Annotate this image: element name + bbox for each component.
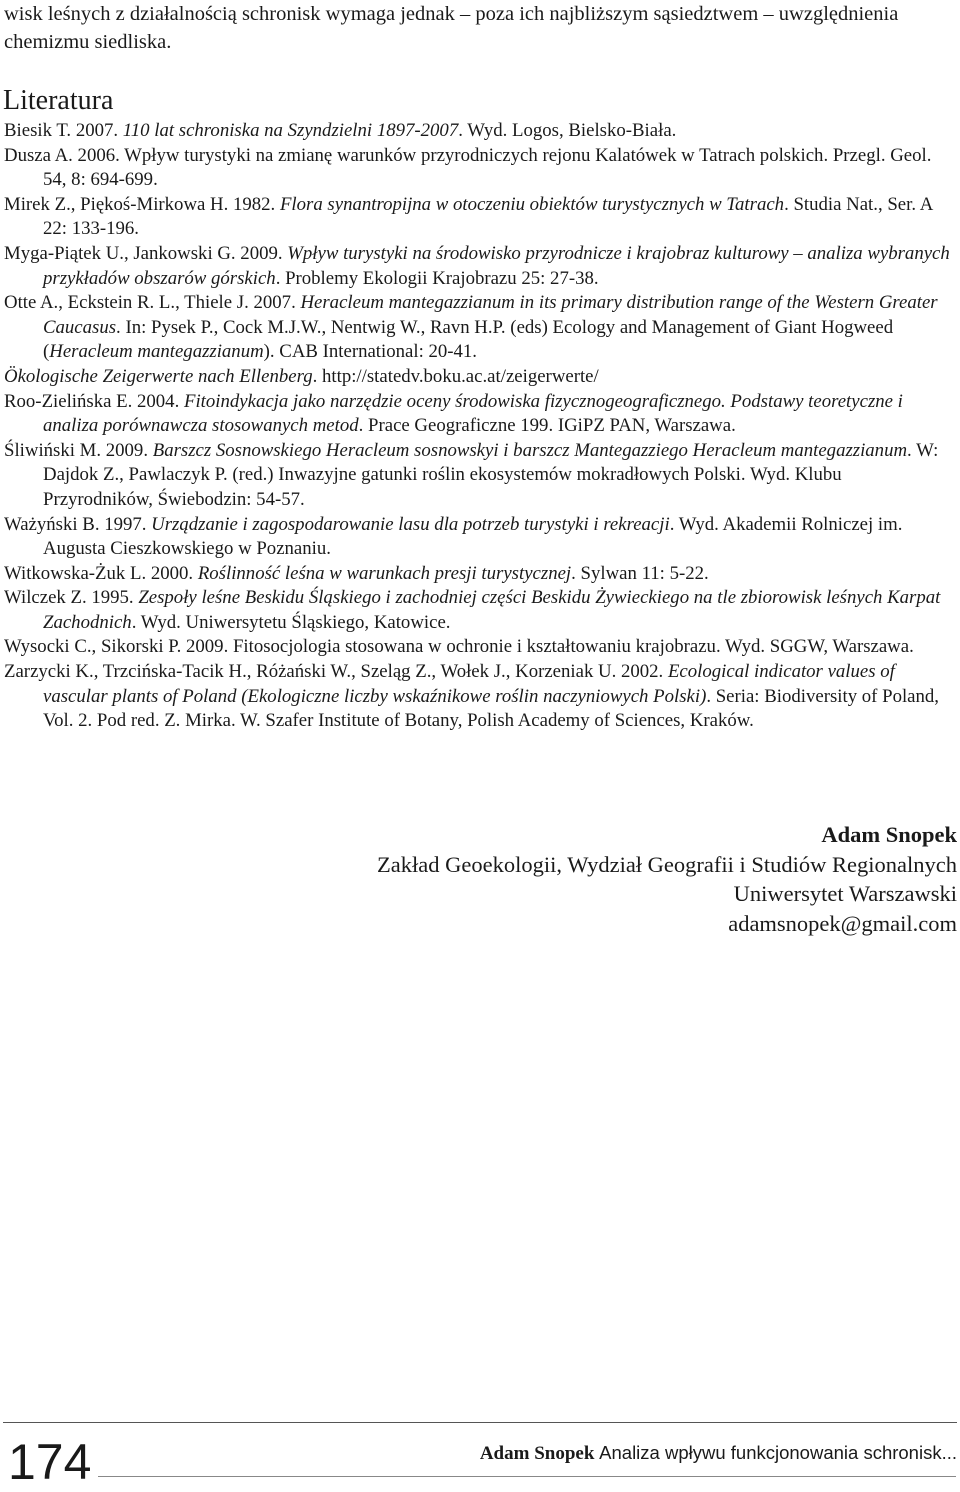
running-author: Adam Snopek: [479, 1443, 595, 1464]
footer-baseline: [98, 1476, 956, 1477]
page-number: 174: [8, 1434, 92, 1490]
intro-paragraph: wisk leśnych z działalnością schronisk wymaga jednak – poza ich najbliższym sąsiedztwem – uwzględnienia chemizmu siedliska.: [4, 3, 899, 53]
reference-item: Otte A., Eckstein R. L., Thiele J. 2007. Heracleum mantegazzianum in its primary distribution range of the Western Greater Caucasus. In: Pysek P., Cock M.J.W., Nentwig W., Ravn H.P. (eds) Ecology and Management of Giant Hogweed (Heracleum mantegazzianum). CAB International: 20-41.: [4, 292, 938, 363]
author-affiliation: Zakład Geoekologii, Wydział Geografii i Studiów Regionalnych: [377, 851, 957, 877]
reference-item: Wilczek Z. 1995. Zespoły leśne Beskidu Śląskiego i zachodniej części Beskidu Żywieckiego na tle zbiorowisk leśnych Karpat Zachodnich. Wyd. Uniwersytetu Śląskiego, Katowice.: [4, 587, 941, 633]
reference-item: Biesik T. 2007. 110 lat schroniska na Szyndzielni 1897-2007. Wyd. Logos, Bielsko-Biała.: [4, 120, 677, 141]
footer-rule: [3, 1422, 957, 1423]
reference-item: Wysocki C., Sikorski P. 2009. Fitosocjologia stosowana w ochronie i kształtowaniu krajobrazu. Wyd. SGGW, Warszawa.: [4, 636, 914, 658]
author-university: Uniwersytet Warszawski: [733, 881, 957, 906]
reference-item: Śliwiński M. 2009. Barszcz Sosnowskiego Heracleum sosnowskyi i barszcz Mantegazziego Heracleum mantegazzianum. W: Dajdok Z., Pawlaczyk P. (red.) Inwazyjne gatunki roślin ekosystemów mokradłowych Polski. Wyd. Klubu Przyrodników, Świebodzin: 54-57.: [4, 439, 939, 510]
reference-item: Roo-Zielińska E. 2004. Fitoindykacja jako narzędzie oceny środowiska fizycznogeograficznego. Podstawy teoretyczne i analiza porównawcza stosowanych metod. Prace Geograficzne 199. IGiPZ PAN, Warszawa.: [4, 390, 903, 437]
author-signature: [377, 820, 957, 938]
running-head: [480, 1441, 957, 1466]
reference-item: Ważyński B. 1997. Urządzanie i zagospodarowanie lasu dla potrzeb turystyki i rekreacji. Wyd. Akademii Rolniczej im. Augusta Cieszkowskiego w Poznaniu.: [4, 513, 903, 560]
reference-item: Mirek Z., Piękoś-Mirkowa H. 1982. Flora synantropijna w otoczeniu obiektów turystycznych w Tatrach. Studia Nat., Ser. A 22: 133-196.: [4, 193, 933, 240]
reference-item: Zarzycki K., Trzcińska-Tacik H., Różański W., Szeląg Z., Wołek J., Korzeniak U. 2002. Ecological indicator values of vascular plants of Poland (Ekologiczne liczby wskaźnikowe roślin naczyniowych Polski). Seria: Biodiversity of Poland, Vol. 2. Pod red. Z. Mirka. W. Szafer Institute of Botany, Polish Academy of Sciences, Kraków.: [4, 661, 939, 732]
section-heading: Literatura: [3, 85, 114, 116]
running-title: Analiza wpływu funkcjonowania schronisk...: [599, 1442, 957, 1463]
reference-list: [4, 119, 956, 734]
reference-item: Dusza A. 2006. Wpływ turystyki na zmianę warunków przyrodniczych rejonu Kalatówek w Tatrach polskich. Przegl. Geol. 54, 8: 694-699.: [4, 144, 932, 191]
author-name: Adam Snopek: [821, 822, 957, 847]
reference-item: Myga-Piątek U., Jankowski G. 2009. Wpływ turystyki na środowisko przyrodnicze i krajobraz kulturowy – analiza wybranych przykładów obszarów górskich. Problemy Ekologii Krajobrazu 25: 27-38.: [4, 242, 950, 289]
reference-item: Witkowska-Żuk L. 2000. Roślinność leśna w warunkach presji turystycznej. Sylwan 11: 5-22.: [4, 562, 709, 584]
reference-item: Ökologische Zeigerwerte nach Ellenberg. http://statedv.boku.ac.at/zeigerwerte/: [4, 365, 599, 387]
author-email: adamsnopek@gmail.com: [728, 910, 957, 936]
